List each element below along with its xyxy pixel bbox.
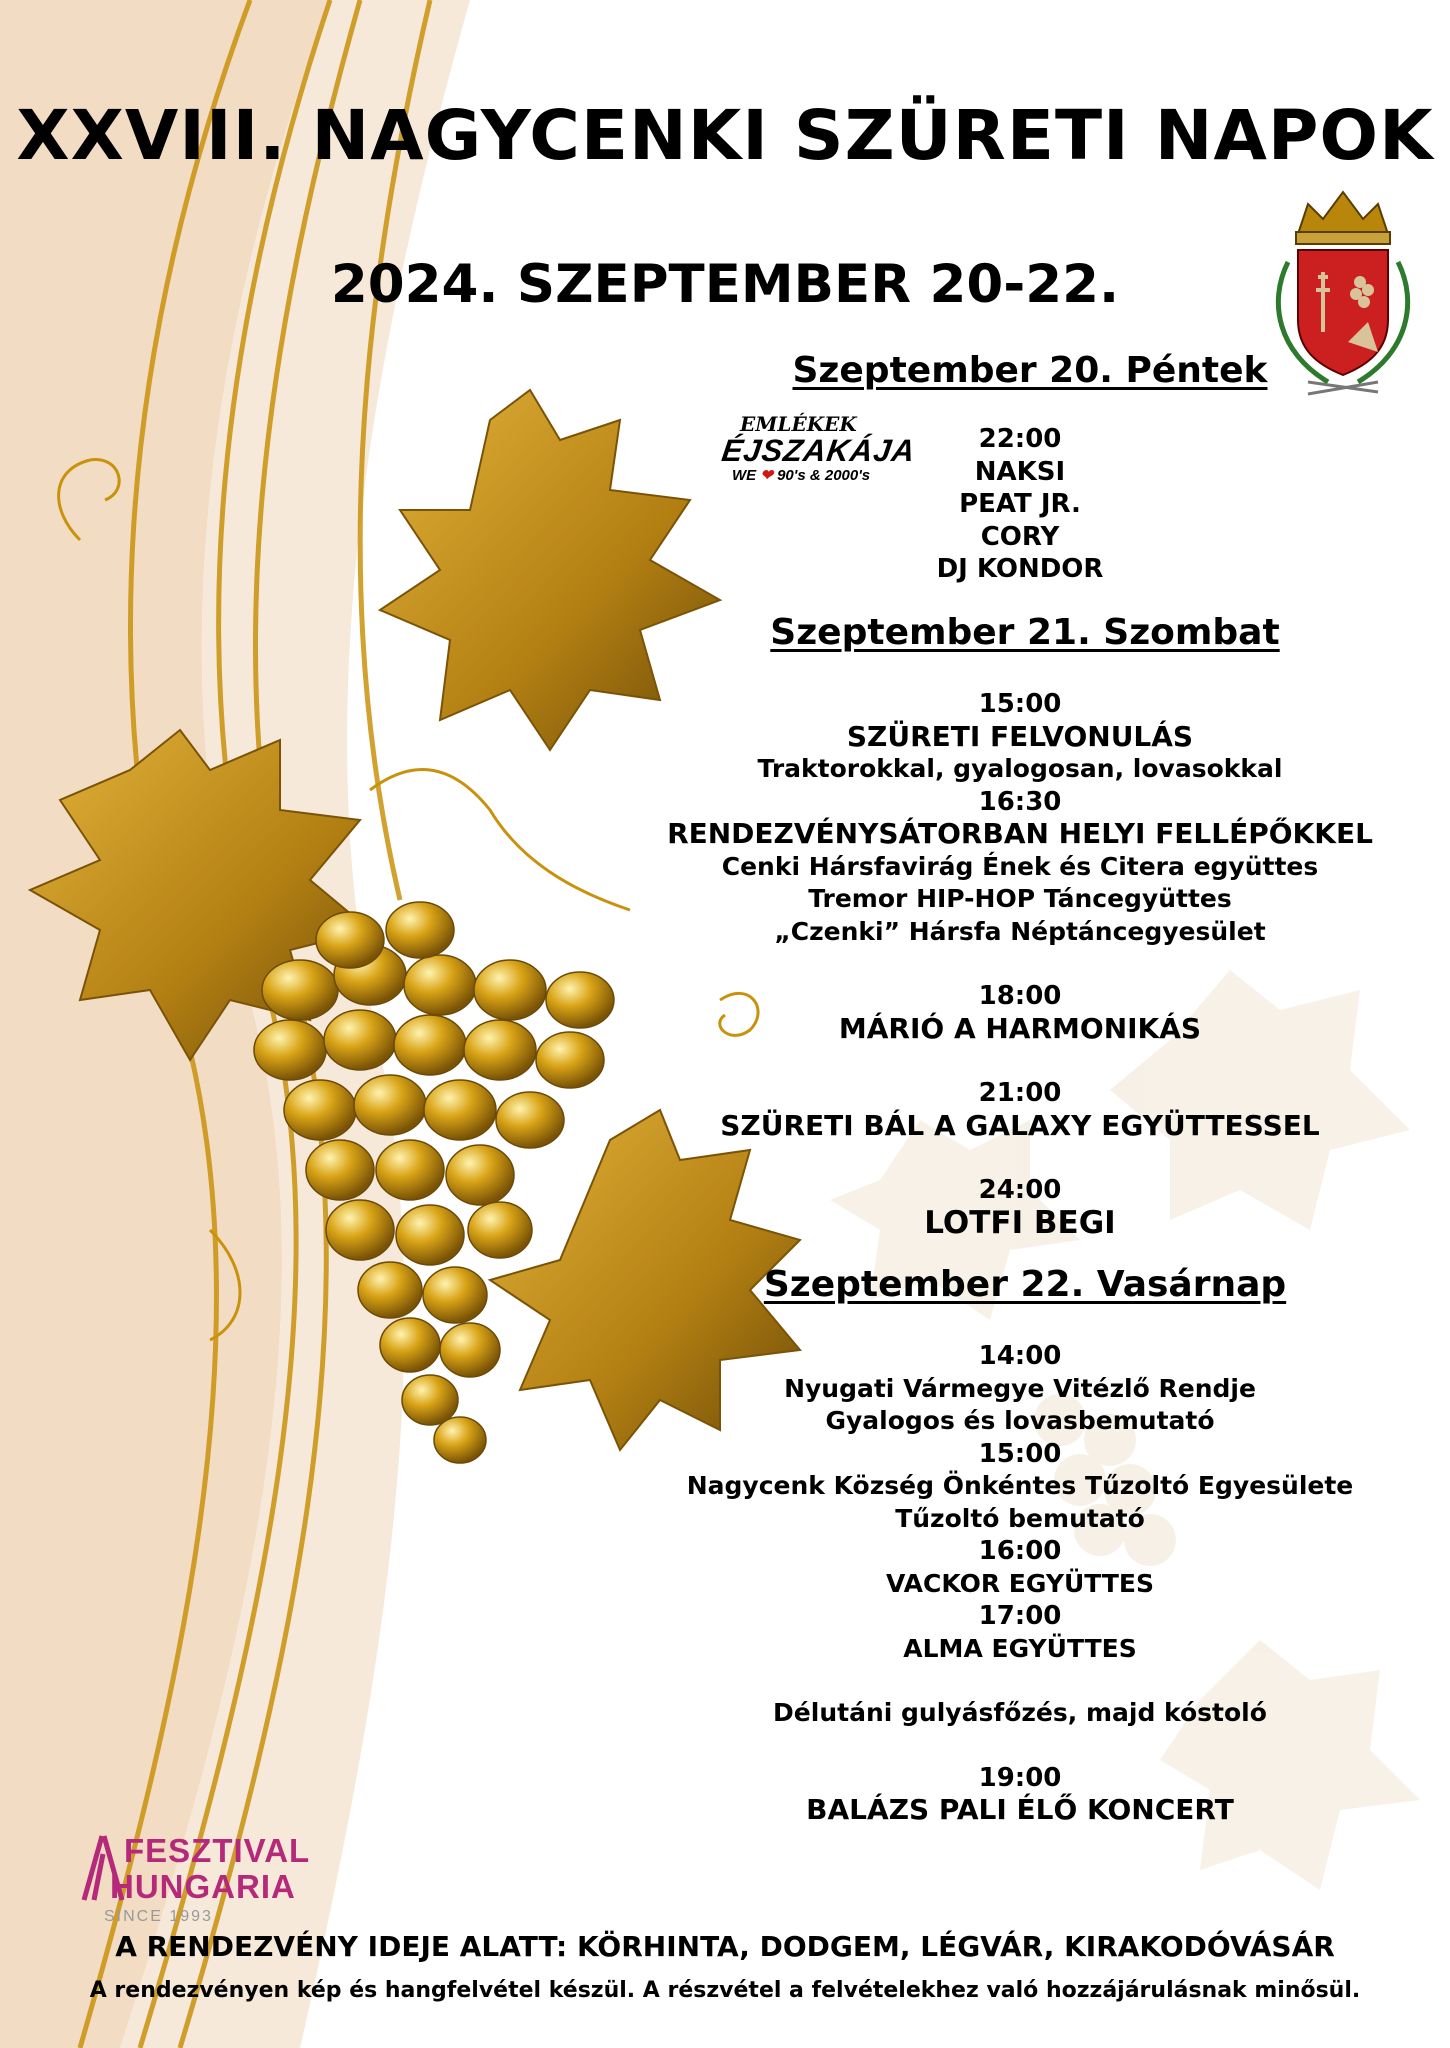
program-detail: „Czenki” Hársfa Néptáncegyesület [774, 916, 1266, 946]
program-time: 21:00 [978, 1078, 1062, 1108]
program-detail: Cenki Hársfavirág Ének és Citera együttes [721, 851, 1319, 881]
event-title: XXVIII. NAGYCENKI SZÜRETI NAPOK [16, 96, 1434, 176]
program-title: SZÜRETI BÁL A GALAXY EGYÜTTESSEL [720, 1108, 1320, 1142]
program-act: DJ KONDOR [936, 554, 1104, 584]
program-title: VACKOR EGYÜTTES [885, 1568, 1155, 1598]
fesztival-hungaria-logo [80, 1832, 340, 1942]
program-detail: Délutáni gulyásfőzés, majd kóstoló [773, 1698, 1267, 1727]
program-act: CORY [980, 521, 1060, 552]
day1-program [880, 423, 1160, 586]
program-time: 16:00 [978, 1536, 1062, 1566]
program-time: 24:00 [978, 1175, 1062, 1205]
program-time: 17:00 [978, 1601, 1062, 1631]
footer-attractions: A RENDEZVÉNY IDEJE ALATT: KÖRHINTA, DODGEM, LÉGVÁR, KIRAKODÓVÁSÁR [115, 1930, 1335, 1963]
day1-heading: Szeptember 20. Péntek [792, 350, 1268, 391]
program-title: RENDEZVÉNYSÁTORBAN HELYI FELLÉPŐKKEL [667, 817, 1373, 850]
program-title: ALMA EGYÜTTES [903, 1633, 1137, 1663]
logo-decades: 90's & 2000's [777, 467, 871, 484]
program-title: SZÜRETI FELVONULÁS [846, 719, 1194, 753]
program-title: BALÁZS PALI ÉLŐ KONCERT [806, 1793, 1234, 1826]
program-time: 22:00 [978, 424, 1062, 454]
program-time: 19:00 [978, 1762, 1062, 1793]
day3-program [620, 1340, 1420, 1827]
program-detail: Gyalogos és lovasbemutató [825, 1406, 1215, 1435]
program-detail: Nagycenk Község Önkéntes Tűzoltó Egyesülete [686, 1471, 1354, 1500]
event-dates: 2024. SZEPTEMBER 20-22. [330, 254, 1120, 315]
program-time: 14:00 [978, 1341, 1062, 1371]
logo-hungaria: HUNGARIA [110, 1868, 296, 1905]
program-time: 18:00 [978, 981, 1062, 1011]
program-time: 15:00 [978, 689, 1062, 719]
logo-fesztival: FESZTIVAL [124, 1832, 311, 1869]
footer-notice: A rendezvényen kép és hangfelvétel készül. A részvétel a felvételekhez való hozzájárulásnak minősül. [89, 1978, 1361, 2003]
logo-since: SINCE 1993 [104, 1908, 213, 1925]
day3-heading: Szeptember 22. Vasárnap [763, 1264, 1287, 1305]
program-detail: Nyugati Vármegye Vitézlő Rendje [784, 1373, 1256, 1403]
program-act: NAKSI [974, 456, 1066, 487]
day2-heading: Szeptember 21. Szombat [770, 612, 1280, 653]
logo-line2: ÉJSZAKÁJA [719, 433, 918, 468]
program-title: MÁRIÓ A HARMONIKÁS [838, 1011, 1202, 1045]
program-detail: Tremor HIP-HOP Táncegyüttes [808, 884, 1232, 913]
program-act: PEAT JR. [959, 489, 1081, 519]
coat-of-arms-icon [1268, 182, 1418, 400]
logo-line1: EMLÉKEK [740, 412, 857, 436]
program-time: 15:00 [978, 1438, 1062, 1469]
program-detail: Tűzoltó bemutató [895, 1503, 1145, 1533]
program-title: LOTFI BEGI [924, 1204, 1116, 1241]
logo-we: WE [732, 467, 757, 484]
program-detail: Traktorokkal, gyalogosan, lovasokkal [757, 754, 1283, 783]
program-time: 16:30 [978, 786, 1062, 817]
heart-icon: ❤ [760, 467, 773, 484]
day2-program [620, 688, 1420, 1239]
